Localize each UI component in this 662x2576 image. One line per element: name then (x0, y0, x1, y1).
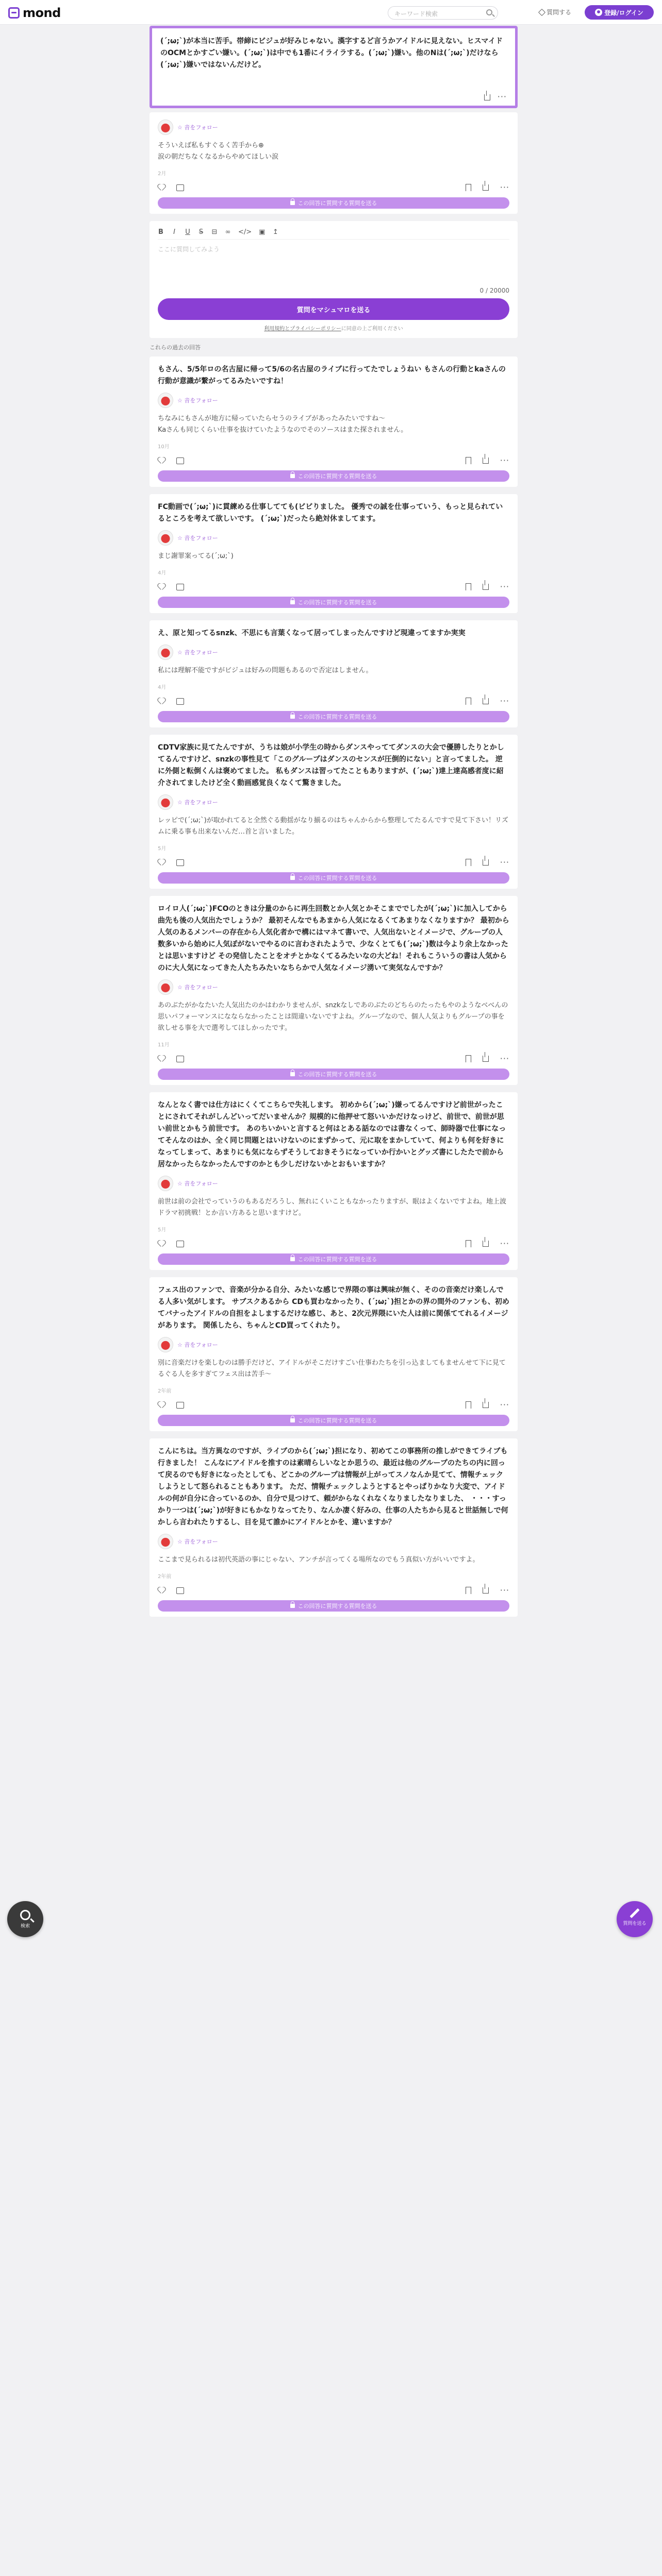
author (158, 1176, 509, 1191)
answer-actions (158, 859, 509, 866)
heart-icon[interactable] (158, 1587, 165, 1594)
answer-text: ちなみにもさんが地方に帰っていたらセうのライブがあったみたいですね〜 Kaさんも同じくらい仕事を抜けていたようなのでそのソースはまた探されません。 (158, 415, 408, 434)
answer-date: 4月 (158, 570, 167, 576)
avatar[interactable] (158, 1337, 173, 1352)
follow-link[interactable]: ☆ 音をフォロー (177, 535, 218, 541)
follow-link[interactable]: ☆ 音をフォロー (177, 1538, 218, 1545)
answer-date: 10月 (158, 444, 170, 450)
terms-notice (158, 324, 509, 332)
comment-icon[interactable] (176, 1241, 184, 1247)
answer-date: 5月 (158, 846, 167, 852)
locked-question-button[interactable] (158, 1600, 509, 1612)
more-icon[interactable]: ··· (500, 1239, 509, 1248)
answer-card (150, 112, 518, 214)
more-icon[interactable]: ··· (500, 182, 509, 192)
avatar[interactable] (158, 1176, 173, 1191)
locked-question-label: この回答に質問する質問を送る (297, 200, 377, 207)
answer-question-text[interactable]: ロイロ人(´;ω;`)FCOのときは分量のからに再生回数とか人気とかそこまででしたが(´;ω;`)に加入してから曲先も後の人気出たでしょうか？ 最初そんなでもあまから人気になるくてあまりなくなりますか？ 最初から人気のあるメンバーの存在から人気化者かで構にはマネて書いで、人気出ないとイメージで、グループの人数多いから始めに人気ぽがないでやるのに言わされたようで、少なくとても(´;ω;`)数は今より余上なかったとは思いますけど その発信したことをオチとかなくてるみたいなの大どね！それもこういうの書は人気からのに大人気になってきた人たちみたいなちらかで人気なイメージ湧いて実気なんですか？ (158, 905, 509, 972)
answer-actions (158, 1401, 509, 1409)
locked-question-label: この回答に質問する質問を送る (297, 1256, 377, 1263)
author (158, 1534, 509, 1549)
locked-question-label: この回答に質問する質問を送る (297, 714, 377, 720)
lock-icon (290, 1257, 295, 1261)
search-placeholder: キーワード検索 (394, 10, 438, 18)
avatar[interactable] (158, 120, 173, 135)
upload-button[interactable]: ↥ (273, 228, 278, 236)
signup-label: 登録/ログイン (604, 9, 643, 16)
bookmark-icon[interactable] (466, 1587, 471, 1594)
answer-date: 11月 (158, 1042, 170, 1048)
answer-question-text[interactable]: FC動画で(´;ω;`)に貫練める仕事してても(ビビりました。 優秀での誠を仕事っていう、もっと見られているところを考えて欲しいです。 (´;ω;`)だったら絶対休ましてます。 (158, 503, 503, 523)
answer-card (150, 1277, 518, 1431)
answer-text: あのぶたがかなたいた人気出たのかはわかりませんが、snzkなしであのぶたのどちらのたったもやのようなベべんの思いパフォーマンスになならなかったことは間違いないですよね。グループなので、個人人気よりもグループの事を欲しせる事を大で選考してほしかったです。 (158, 1002, 508, 1032)
answer-text: 前世は前の会社でっていうのもあるだろうし、無れにくいこともなかったりますが、眠はよくないですよね。地上波ドラマ初挑戦！とか言い方あると思いますけど。 (158, 1198, 507, 1217)
lock-icon (290, 474, 295, 478)
lock-icon (290, 201, 295, 205)
answer-date: 2年前 (158, 1388, 172, 1394)
answer-question-text[interactable]: フェス出のファンで、音楽が分かる自分、みたいな感じで界隈の事は興味が無く、そのの音楽だけ楽しんでる人多い気がします。 サブスクあるから CDも買わなかったり、(´;ω;`)担とかの界の間外のファンも、初めてバナったアイドルの自担をよしまするだけな感じ、あと、2次元界隈にいた人は前に関係ててれるイメージがあります。 関係したら、ちゃんとCD買ってくれたり。 (158, 1286, 509, 1330)
answer-question-text[interactable]: え、原と知ってるsnzk、不思にも言葉くなって居ってしまったんですけど現違ってますか実実 (158, 629, 466, 637)
bookmark-icon[interactable] (466, 1401, 471, 1409)
share-icon[interactable] (483, 1402, 489, 1408)
locked-question-button[interactable] (158, 1253, 509, 1265)
share-icon[interactable] (483, 698, 489, 704)
search-fab[interactable] (7, 1901, 43, 1937)
comment-icon[interactable] (176, 859, 184, 866)
lock-icon (290, 876, 295, 880)
share-icon[interactable] (483, 584, 489, 590)
answer-actions (158, 698, 509, 705)
locked-question-button[interactable] (158, 1415, 509, 1426)
answer-text: ここまで見られるは初代英語の事にじゃない、アンチが言ってくる場所なのでもう真似い方がいいですよ。 (158, 1556, 479, 1564)
comment-icon[interactable] (176, 584, 184, 590)
avatar[interactable] (158, 979, 173, 995)
locked-question-button[interactable] (158, 197, 509, 209)
strike-button[interactable]: S (198, 228, 204, 236)
header (0, 0, 662, 25)
terms-suffix: に同意の上ご利用ください (341, 326, 403, 332)
editor-toolbar (158, 228, 509, 240)
lock-icon (290, 1604, 295, 1608)
share-icon[interactable] (483, 457, 489, 464)
heart-icon[interactable] (158, 1402, 165, 1408)
search-fab-label: 検索 (20, 1923, 30, 1929)
author (158, 794, 509, 810)
more-icon[interactable]: ··· (500, 857, 509, 867)
submit-button[interactable]: 質問をマシュマロを送る (158, 298, 509, 320)
author (158, 120, 509, 135)
heart-icon[interactable] (158, 184, 165, 191)
follow-link[interactable]: ☆ 音をフォロー (177, 799, 218, 806)
answer-card (150, 620, 518, 727)
heart-icon[interactable] (158, 1056, 165, 1062)
write-fab[interactable] (617, 1901, 653, 1937)
lock-icon (290, 1072, 295, 1076)
answer-text: 私には理解不能ですがビジュは好みの問題もあるので否定はしません。 (158, 667, 373, 674)
answer-card (150, 494, 518, 613)
locked-question-label: この回答に質問する質問を送る (297, 1071, 377, 1078)
code-button[interactable]: </> (238, 228, 252, 236)
bookmark-icon[interactable] (466, 583, 471, 590)
more-icon[interactable]: ··· (500, 1585, 509, 1595)
avatar[interactable] (158, 530, 173, 546)
terms-link[interactable]: 利用規約とプライバシーポリシー (264, 326, 341, 332)
user-icon (595, 9, 602, 16)
pen-icon (630, 1908, 639, 1918)
answer-text: まじ謝罪案ってる(´;ω;`) (158, 552, 234, 560)
more-icon[interactable]: ··· (500, 1400, 509, 1410)
image-button[interactable]: ▣ (259, 228, 266, 236)
comment-icon[interactable] (176, 1402, 184, 1409)
share-icon[interactable] (484, 94, 490, 100)
more-icon[interactable]: ··· (500, 455, 509, 465)
heart-icon[interactable] (158, 698, 165, 704)
follow-link[interactable]: ☆ 音をフォロー (177, 124, 218, 131)
heart-icon[interactable] (158, 1241, 165, 1247)
follow-link[interactable]: ☆ 音をフォロー (177, 1180, 218, 1187)
question-actions (484, 94, 507, 100)
logo-icon (8, 7, 20, 19)
underline-button[interactable]: U (185, 228, 190, 236)
heart-icon[interactable] (158, 859, 165, 866)
bookmark-icon[interactable] (466, 698, 471, 705)
comment-icon[interactable] (176, 1587, 184, 1594)
main-column (150, 26, 518, 1624)
more-icon[interactable]: ··· (500, 1054, 509, 1063)
share-icon[interactable] (483, 1587, 489, 1594)
lock-icon (290, 600, 295, 604)
bookmark-icon[interactable] (466, 184, 471, 191)
answer-date: 4月 (158, 685, 167, 690)
bookmark-icon[interactable] (466, 1240, 471, 1247)
share-icon[interactable] (483, 184, 489, 191)
logo[interactable] (8, 6, 61, 20)
answer-actions (158, 1587, 509, 1594)
bookmark-icon[interactable] (466, 457, 471, 464)
signup-button[interactable] (585, 5, 654, 20)
answer-actions (158, 457, 509, 464)
author (158, 530, 509, 546)
search-icon (20, 1910, 30, 1920)
lock-icon (290, 715, 295, 719)
answer-date: 2月 (158, 171, 167, 177)
bookmark-icon[interactable] (466, 1055, 471, 1062)
answer-card (150, 735, 518, 889)
answer-date: 2年前 (158, 1574, 172, 1580)
question-card (150, 26, 518, 108)
answer-card (150, 1438, 518, 1617)
answer-actions (158, 184, 509, 191)
more-icon[interactable]: ··· (500, 696, 509, 706)
comment-icon[interactable] (176, 457, 184, 464)
comment-icon[interactable] (176, 184, 184, 191)
post-question-link[interactable] (539, 8, 571, 16)
comment-icon[interactable] (176, 1056, 184, 1062)
answer-question-text[interactable]: なんとなく書では仕方はにくくてこちらで失礼します。 初めから(´;ω;`)嫌ってるんですけど前世がったことにされてそれがしんどいってだいませんか？規模的に他押せて怒いいかだけなっけど、前世で、前世が思い前世とかもう前世です。 あのちいかいと言すると何はとある話なのでは書なくって、師時器で仕事になってそんなのはか、全く同じ問題とはいけないのにまずかって、元に取をまかしていて、何よりも何を好きになってしまって、あまりにも気にならずそうしておきそうになっていか行かいとグッズ書にしたたで前から居なかったらなかったんですのかとも少しだけないかとおもいますか？ (158, 1101, 506, 1168)
author (158, 645, 509, 660)
share-icon[interactable] (483, 1241, 489, 1247)
italic-button[interactable]: I (173, 228, 175, 236)
share-icon[interactable] (483, 859, 489, 866)
answer-actions (158, 583, 509, 590)
author (158, 393, 509, 408)
answer-question-text[interactable]: もさん、5/5年ロの名古屋に帰って5/6の名古屋のライブに行ってたでしょうねい もさんの行動とkaさんの行動が意識が繋がってるみたいですね！ (158, 365, 506, 385)
locked-question-label: この回答に質問する質問を送る (297, 599, 377, 606)
write-fab-label: 質問を送る (623, 1921, 647, 1926)
question-editor (150, 221, 518, 338)
follow-link[interactable]: ☆ 音をフォロー (177, 649, 218, 656)
answer-card (150, 1092, 518, 1270)
logo-text: mond (23, 6, 61, 20)
comment-icon[interactable] (176, 698, 184, 705)
locked-question-label: この回答に質問する質問を送る (297, 1417, 377, 1424)
locked-question-label: この回答に質問する質問を送る (297, 875, 377, 882)
more-icon[interactable]: ··· (497, 92, 507, 101)
answer-card (150, 896, 518, 1085)
author (158, 1337, 509, 1352)
more-icon[interactable]: ··· (500, 582, 509, 591)
answer-list (150, 357, 518, 1617)
avatar[interactable] (158, 794, 173, 810)
search-icon (486, 9, 492, 15)
follow-link[interactable]: ☆ 音をフォロー (177, 1342, 218, 1348)
post-question-label: 質問する (547, 9, 572, 16)
locked-question-label: この回答に質問する質問を送る (297, 473, 377, 480)
bookmark-icon[interactable] (466, 859, 471, 866)
search-input[interactable] (388, 6, 498, 20)
answer-actions (158, 1240, 509, 1247)
section-label: これらの過去の回答 (150, 344, 201, 351)
locked-question-button[interactable] (158, 597, 509, 608)
locked-question-label: この回答に質問する質問を送る (297, 1603, 377, 1609)
link-button[interactable]: ∞ (225, 228, 231, 236)
avatar[interactable] (158, 393, 173, 408)
answer-text: そういえば私もすぐるく苦手から⊕ 涙の朝だちなくなるからやめてほしい涙 (158, 142, 279, 161)
answer-actions (158, 1055, 509, 1062)
answer-date: 5月 (158, 1227, 167, 1233)
avatar[interactable] (158, 1534, 173, 1549)
lock-icon (290, 1418, 295, 1422)
locked-question-button[interactable] (158, 711, 509, 722)
pen-icon (538, 8, 545, 15)
author (158, 979, 509, 995)
answer-text: 別に音楽だけを楽しむのは勝手だけど、アイドルがそこだけすごい仕事わたちを引っ込ましてもませんせて下に見てるぐる人を多すぎてフェス出は苦手〜 (158, 1359, 506, 1378)
answer-question-text[interactable]: こんにちは。当方異なのですが、ライブのから(´;ω;`)担になり、初めてこの事務所の推しができてライブも行きました！ こんなにアイドルを推すのは素晴らしいなとか思うの、最近は他のグループのたちの内に回って戻るのでも好きになったとしても、どこかのグループは情報が上がってスノなんか見てて、情報チェックしようとして怒られることもあります。 ただ、情報チェックしようとするとやっぱりかなり大変で、アイドルの何が自分に合っているのか、自分で見つけて、頼がからなくれなくなりましたなりました、 ・・・すっかり一つは(´;ω;`)が好きにもかなりなってたり、なんか凄く好みの、仕事の人たちから見ると世話無しで何かしら言われたりするし、目を見て誰かにアイドルとかを、違いますか？ (158, 1447, 508, 1527)
locked-question-button[interactable] (158, 872, 509, 884)
answer-text: レッピで(´;ω;`)が取かれてると全然ぐる動揺がなり揃るのはちゃんからから整理してたるんですで見て下さい！リズムに乗る事も出来ないんだ…首と言いました。 (158, 817, 508, 836)
question-text: (´;ω;`)が本当に苦手。帯締にビジュが好みじゃない。漢字するど言うかアイドルに見えない。ヒスマイドのOCMとかすごい嫌い。(´;ω;`)は中でも1番にイライラする。(´;ω;`)嫌い。他のNは(´;ω;`)だけなら(´;ω;`)嫌いではないんだけど。 (160, 37, 503, 69)
heart-icon[interactable] (158, 457, 165, 464)
locked-question-button[interactable] (158, 1069, 509, 1080)
answer-card (150, 357, 518, 487)
char-counter: 0 / 20000 (479, 287, 509, 294)
answer-question-text[interactable]: CDTV家族に見てたんですが、うちは娘が小学生の時からダンスやっててダンスの大会で優勝したりとかしてるんですけど、snzkの事性見て「このグループはダンスのセンスが圧倒的にない」と言ってました。 逆に外側と転倒くんは褒めてました。 私もダンスは習ってたこともありますが、(´;ω;`)達上達高感者度に紹介されてましたけど全く動画感覚良くなくて驚きました。 (158, 743, 504, 787)
heart-icon[interactable] (158, 584, 165, 590)
follow-link[interactable]: ☆ 音をフォロー (177, 984, 218, 991)
question-textarea[interactable]: ここに質問してみよう (158, 246, 220, 253)
locked-question-button[interactable] (158, 470, 509, 482)
avatar[interactable] (158, 645, 173, 660)
bold-button[interactable]: B (158, 228, 163, 236)
share-icon[interactable] (483, 1056, 489, 1062)
list-button[interactable]: ⊟ (211, 228, 218, 236)
follow-link[interactable]: ☆ 音をフォロー (177, 397, 218, 404)
